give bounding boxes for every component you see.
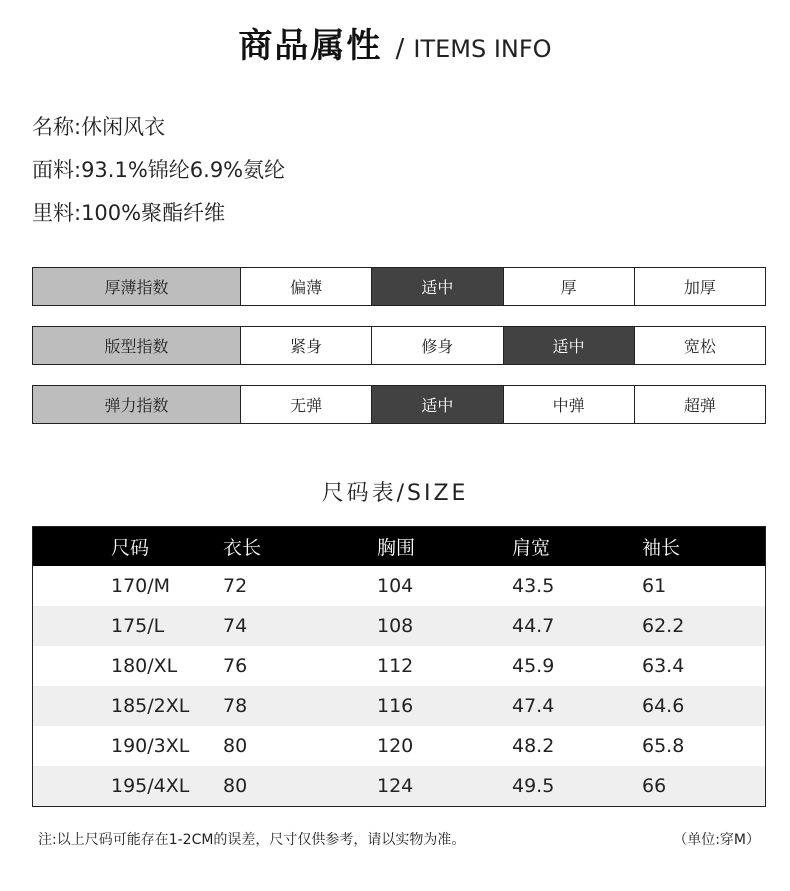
size-chart-title: 尺码表/SIZE [321,481,469,506]
elasticity-index-row [32,385,766,424]
cell-size: 180/XL [111,655,178,677]
cell-sleeve: 63.4 [642,655,685,677]
cell-size: 190/3XL [111,735,190,757]
cell-size: 185/2XL [111,695,190,717]
cell-length: 80 [223,775,248,797]
table-row [33,646,765,686]
index-label: 厚薄指数 [33,268,241,305]
table-row [33,726,765,766]
cell-size: 175/L [111,615,165,637]
index-label: 弹力指数 [33,386,241,423]
cell-sleeve: 65.8 [642,735,685,757]
cell-shoulder: 48.2 [512,735,555,757]
header-sleeve: 袖长 [642,537,681,559]
cell-shoulder: 45.9 [512,655,555,677]
cell-shoulder: 47.4 [512,695,555,717]
table-row [33,606,765,646]
table-row [33,686,765,726]
cell-chest: 104 [377,575,414,597]
index-option: 紧身 [241,327,372,364]
attribute-lining: 里料:100%聚酯纤维 [32,201,226,225]
cell-length: 74 [223,615,248,637]
table-row [33,766,765,806]
header-chest: 胸围 [377,537,416,559]
page-title [0,18,790,67]
attribute-list [32,110,285,239]
size-table-header [33,527,765,566]
unit-note: （单位:穿M） [673,832,760,848]
cell-chest: 112 [377,655,414,677]
thickness-index-row [32,267,766,306]
cell-length: 80 [223,735,248,757]
table-row [33,566,765,606]
header-shoulder: 肩宽 [512,537,551,559]
cell-size: 195/4XL [111,775,190,797]
size-table [32,526,766,807]
header-size: 尺码 [111,537,150,559]
index-option: 中弹 [504,386,635,423]
cell-length: 76 [223,655,248,677]
index-option: 适中 [372,268,503,305]
index-option: 修身 [372,327,503,364]
cell-length: 72 [223,575,248,597]
cell-sleeve: 64.6 [642,695,685,717]
index-option: 适中 [372,386,503,423]
cell-shoulder: 49.5 [512,775,555,797]
cell-chest: 120 [377,735,414,757]
index-option: 宽松 [635,327,765,364]
cell-chest: 124 [377,775,414,797]
title-separator: / [395,34,405,64]
attribute-name: 名称:休闲风衣 [32,115,166,139]
title-chinese: 商品属性 [238,26,383,66]
fit-index-row [32,326,766,365]
index-option: 加厚 [635,268,765,305]
cell-size: 170/M [111,575,171,597]
cell-chest: 116 [377,695,414,717]
cell-length: 78 [223,695,248,717]
cell-sleeve: 62.2 [642,615,685,637]
cell-chest: 108 [377,615,414,637]
index-option: 超弹 [635,386,765,423]
size-disclaimer: 注:以上尺码可能存在1-2CM的误差，尺寸仅供参考，请以实物为准。 [38,832,466,848]
header-length: 衣长 [223,537,262,559]
index-option: 适中 [504,327,635,364]
attribute-fabric: 面料:93.1%锦纶6.9%氨纶 [32,158,286,182]
cell-shoulder: 43.5 [512,575,555,597]
index-label: 版型指数 [33,327,241,364]
title-english: ITEMS INFO [413,35,552,63]
index-option: 厚 [504,268,635,305]
cell-shoulder: 44.7 [512,615,555,637]
cell-sleeve: 61 [642,575,667,597]
cell-sleeve: 66 [642,775,667,797]
index-option: 无弹 [241,386,372,423]
index-option: 偏薄 [241,268,372,305]
